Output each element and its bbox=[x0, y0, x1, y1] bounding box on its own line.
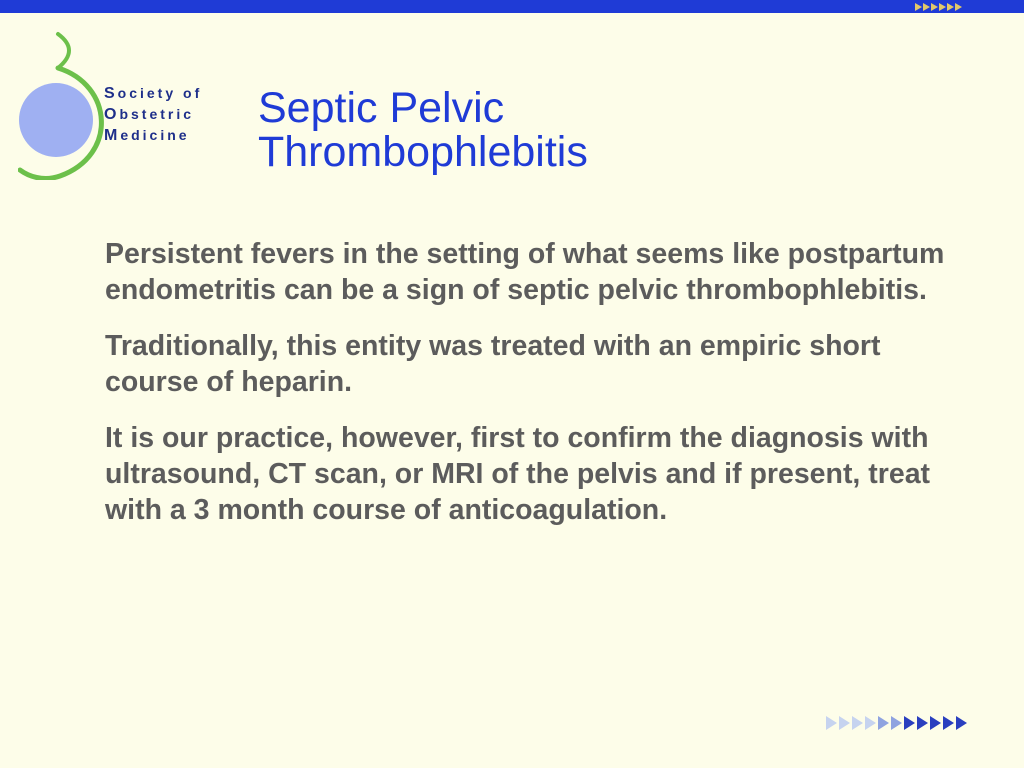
next-slide-arrows[interactable] bbox=[826, 716, 967, 730]
top-bar bbox=[0, 0, 1024, 13]
logo-text bbox=[104, 83, 202, 146]
title-line-1: Septic Pelvic bbox=[258, 84, 505, 132]
logo-line-medicine: Medicine bbox=[104, 127, 190, 144]
slide-title bbox=[258, 86, 818, 174]
paragraph-2: Traditionally, this entity was treated with an empiric short course of heparin. bbox=[105, 330, 881, 398]
paragraph-3: It is our practice, however, first to confirm the diagnosis with ultrasound, CT scan, or MRI of the pelvis and if present, treat with a 3 month course of anticoagulation. bbox=[105, 422, 931, 526]
slide-body bbox=[105, 236, 955, 548]
logo-line-obstetric: Obstetric bbox=[104, 106, 195, 123]
top-arrows-decoration bbox=[915, 0, 962, 13]
logo-line-society: Society of bbox=[104, 85, 203, 102]
paragraph-1: Persistent fevers in the setting of what seems like postpartum endometritis can be a sign of septic pelvic thrombophlebitis. bbox=[105, 238, 945, 306]
title-line-2: Thrombophlebitis bbox=[258, 128, 588, 176]
